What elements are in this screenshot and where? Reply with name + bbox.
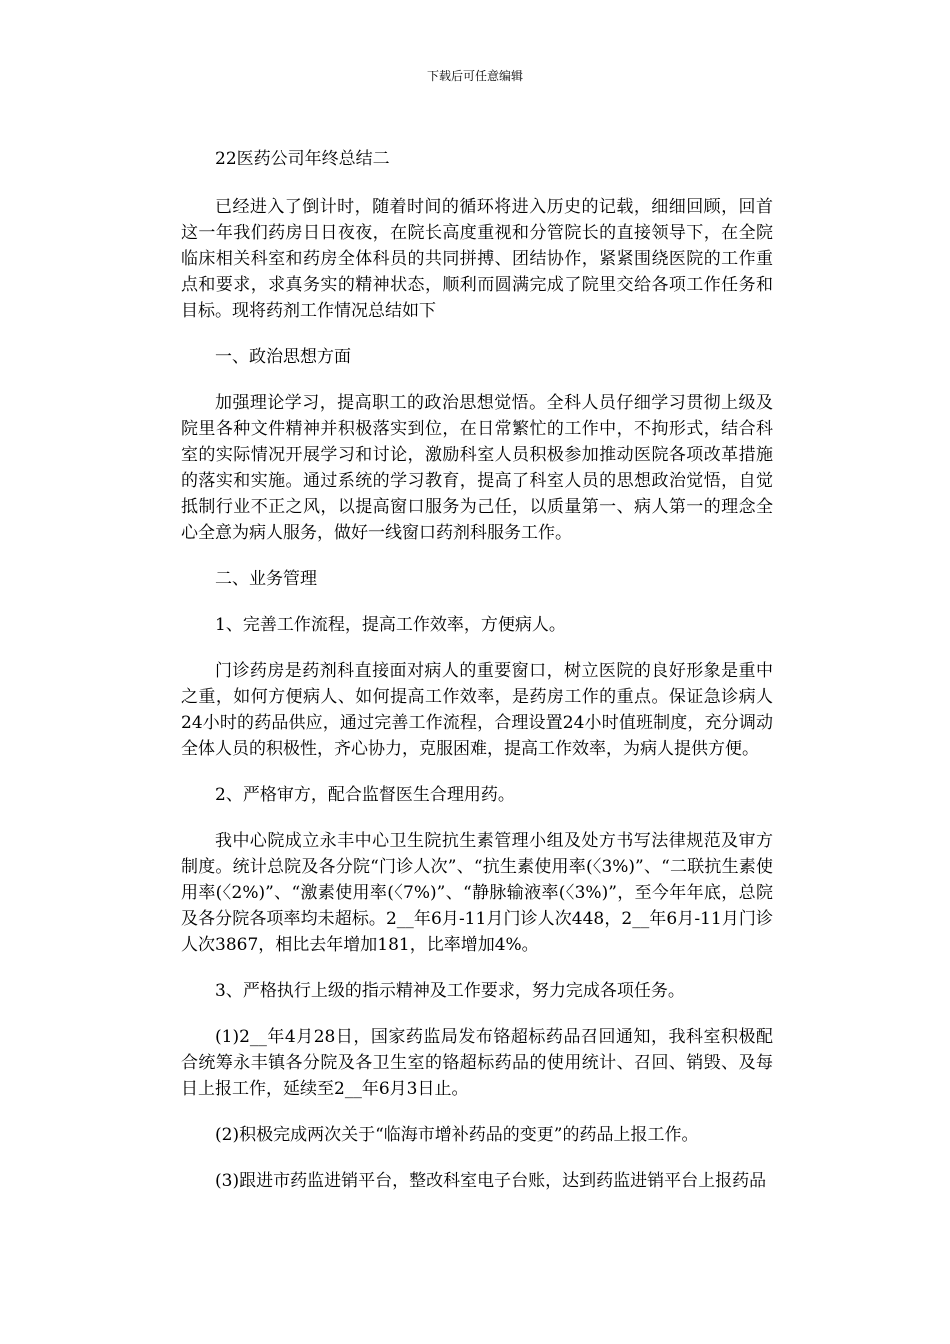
sub-item-report: (2)积极完成两次关于“临海市增补药品的变更”的药品上报工作。 (215, 1125, 699, 1145)
item-body-workflow: 门诊药房是药剂科直接面对病人的重要窗口，树立医院的良好形象是重中之重，如何方便病人、如何提高工作效率，是药房工作的重点。保证急诊病人24小时的药品供应，通过完善工作流程，合理设置24小时值班制度，充分调动全体人员的积极性，齐心协力，克服困难，提高工作效率，为病人提供方便。 (181, 661, 773, 759)
item-body-prescription: 我中心院成立永丰中心卫生院抗生素管理小组及处方书写法律规范及审方制度。统计总院及各分院“门诊人次”、“抗生素使用率(〈3%)”、“二联抗生素使用率(〈2%)”、“激素使用率(〈7%)”、“静脉输液率(〈3%)”，至今年年底，总院及各分院各项率均未超标。2__年6月-11月门诊人次448，2__年6月-11月门诊人次3867，相比去年增加181，比率增加4%。 (181, 831, 773, 955)
section-heading-politics: 一、政治思想方面 (215, 347, 351, 367)
intro-paragraph: 已经进入了倒计时，随着时间的循环将进入历史的记载，细细回顾，回首这一年我们药房日日夜夜，在院长高度重视和分管院长的直接领导下，在全院临床相关科室和药房全体科员的共同拼搏、团结协作，紧紧围绕医院的工作重点和要求，求真务实的精神状态，顺利而圆满完成了院里交给各项工作任务和目标。现将药剂工作情况总结如下 (181, 197, 773, 321)
item-heading-prescription: 2、严格审方，配合监督医生合理用药。 (215, 785, 515, 805)
document-body (181, 146, 773, 1214)
section-heading-business: 二、业务管理 (215, 569, 317, 589)
item-heading-workflow: 1、完善工作流程，提高工作效率，方便病人。 (215, 615, 566, 635)
page-header (0, 68, 950, 84)
document-title: 22医药公司年终总结二 (215, 149, 390, 169)
section-body-politics: 加强理论学习，提高职工的政治思想觉悟。全科人员仔细学习贯彻上级及院里各种文件精神并积极落实到位，在日常繁忙的工作中，不拘形式，结合科室的实际情况开展学习和讨论，激励科室人员积极参加推动医院各项改革措施的落实和实施。通过系统的学习教育，提高了科室人员的思想政治觉悟，自觉抵制行业不正之风，以提高窗口服务为己任，以质量第一、病人第一的理念全心全意为病人服务，做好一线窗口药剂科服务工作。 (181, 393, 773, 543)
item-heading-tasks: 3、严格执行上级的指示精神及工作要求，努力完成各项任务。 (215, 981, 685, 1001)
sub-item-recall: (1)2__年4月28日，国家药监局发布铬超标药品召回通知，我科室积极配合统筹永丰镇各分院及各卫生室的铬超标药品的使用统计、召回、销毁、及每日上报工作，延续至2__年6月3日止。 (181, 1027, 773, 1099)
sub-item-platform: (3)跟进市药监进销平台，整改科室电子台账，达到药监进销平台上报药品 (215, 1171, 767, 1191)
page-header-text: 下载后可任意编辑 (426, 69, 523, 83)
